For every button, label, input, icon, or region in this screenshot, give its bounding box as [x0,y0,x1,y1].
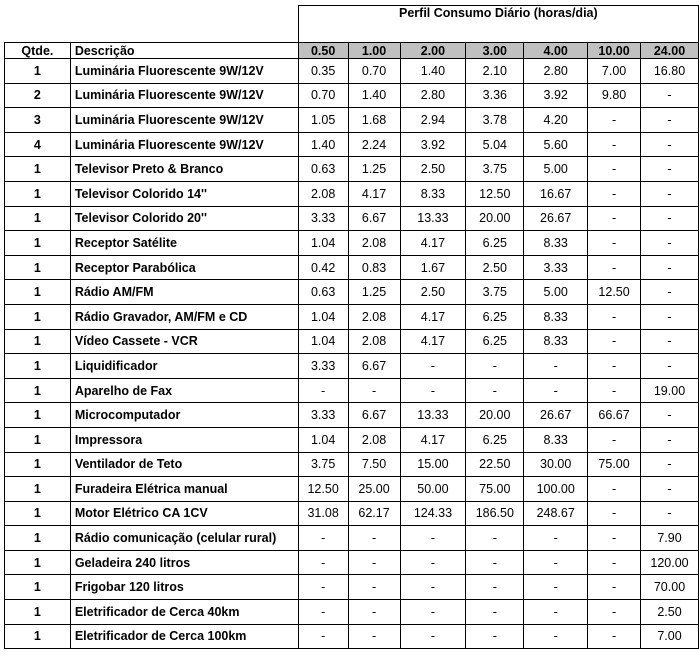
table-row [5,132,699,157]
value-cell: 2.10 [466,59,524,84]
qty-cell: 1 [5,157,71,182]
description-header: Descrição [70,43,298,59]
value-cell: 1.05 [298,108,348,133]
empty-corner [70,6,298,43]
value-cell: 7.90 [641,526,699,551]
value-cell: 3.92 [400,132,466,157]
qty-cell: 1 [5,526,71,551]
table-row [5,206,699,231]
table-row [5,477,699,502]
table-row [5,157,699,182]
hour-header: 4.00 [524,43,588,59]
value-cell: 8.33 [524,427,588,452]
value-cell: 6.67 [348,403,400,428]
value-cell: 3.33 [524,255,588,280]
table-title: Perfil Consumo Diário (horas/dia) [298,6,698,43]
table-row [5,378,699,403]
value-cell: 2.50 [400,280,466,305]
value-cell: 0.70 [298,83,348,108]
value-cell: 19.00 [641,378,699,403]
table-row [5,354,699,379]
value-cell: - [524,624,588,649]
description-cell: Eletrificador de Cerca 40km [70,600,298,625]
value-cell: 0.70 [348,59,400,84]
value-cell: 1.68 [348,108,400,133]
value-cell: - [348,600,400,625]
value-cell: 13.33 [400,206,466,231]
description-cell: Impressora [70,427,298,452]
value-cell: - [348,624,400,649]
value-cell: 2.08 [348,231,400,256]
description-cell: Luminária Fluorescente 9W/12V [70,59,298,84]
description-cell: Rádio comunicação (celular rural) [70,526,298,551]
value-cell: 2.08 [348,427,400,452]
qty-cell: 1 [5,600,71,625]
qty-cell: 1 [5,59,71,84]
value-cell: 0.63 [298,157,348,182]
hour-header: 0.50 [298,43,348,59]
value-cell: - [348,378,400,403]
value-cell: 1.04 [298,427,348,452]
value-cell: 0.42 [298,255,348,280]
table-row [5,526,699,551]
value-cell: 3.75 [466,157,524,182]
value-cell: 3.36 [466,83,524,108]
value-cell: 8.33 [524,231,588,256]
table-row [5,501,699,526]
value-cell: 6.25 [466,231,524,256]
value-cell: - [588,132,641,157]
value-cell: 120.00 [641,550,699,575]
hour-header: 1.00 [348,43,400,59]
value-cell: - [641,280,699,305]
table-row [5,600,699,625]
qty-cell: 1 [5,255,71,280]
description-cell: Ventilador de Teto [70,452,298,477]
value-cell: - [588,304,641,329]
qty-cell: 1 [5,452,71,477]
qty-cell: 1 [5,280,71,305]
value-cell: - [588,550,641,575]
table-row [5,280,699,305]
value-cell: 12.50 [588,280,641,305]
table-row [5,181,699,206]
qty-cell: 1 [5,378,71,403]
value-cell: - [348,550,400,575]
value-cell: - [641,452,699,477]
value-cell: 30.00 [524,452,588,477]
value-cell: - [298,624,348,649]
value-cell: 75.00 [588,452,641,477]
value-cell: - [588,231,641,256]
value-cell: 2.50 [400,157,466,182]
value-cell: - [298,550,348,575]
value-cell: 3.33 [298,206,348,231]
value-cell: 4.17 [400,329,466,354]
value-cell: 1.40 [298,132,348,157]
value-cell: - [641,427,699,452]
value-cell: - [524,354,588,379]
empty-corner [5,6,71,43]
value-cell: - [298,526,348,551]
value-cell: 1.25 [348,280,400,305]
value-cell: 12.50 [466,181,524,206]
value-cell: - [588,501,641,526]
description-cell: Geladeira 240 litros [70,550,298,575]
value-cell: 3.75 [298,452,348,477]
table-row [5,108,699,133]
value-cell: 3.78 [466,108,524,133]
value-cell: 186.50 [466,501,524,526]
description-cell: Luminária Fluorescente 9W/12V [70,108,298,133]
value-cell: - [400,600,466,625]
value-cell: - [588,255,641,280]
value-cell: 1.25 [348,157,400,182]
value-cell: 6.25 [466,427,524,452]
value-cell: 20.00 [466,403,524,428]
value-cell: - [641,132,699,157]
value-cell: 8.33 [400,181,466,206]
value-cell: - [588,157,641,182]
value-cell: - [588,526,641,551]
qty-cell: 1 [5,181,71,206]
value-cell: 1.67 [400,255,466,280]
value-cell: - [524,526,588,551]
value-cell: - [641,304,699,329]
value-cell: - [298,575,348,600]
value-cell: - [466,550,524,575]
value-cell: 4.17 [400,427,466,452]
table-row [5,255,699,280]
value-cell: - [641,354,699,379]
value-cell: 1.40 [400,59,466,84]
value-cell: 70.00 [641,575,699,600]
value-cell: 6.25 [466,304,524,329]
description-cell: Receptor Satélite [70,231,298,256]
qty-cell: 1 [5,206,71,231]
value-cell: - [298,600,348,625]
value-cell: - [524,550,588,575]
qty-cell: 3 [5,108,71,133]
value-cell: 1.04 [298,329,348,354]
table-row [5,329,699,354]
qty-cell: 2 [5,83,71,108]
description-cell: Frigobar 120 litros [70,575,298,600]
value-cell: 26.67 [524,206,588,231]
value-cell: 75.00 [466,477,524,502]
value-cell: - [400,526,466,551]
value-cell: 8.33 [524,304,588,329]
value-cell: - [466,378,524,403]
value-cell: 7.00 [588,59,641,84]
value-cell: 9.80 [588,83,641,108]
value-cell: 25.00 [348,477,400,502]
value-cell: 2.08 [348,329,400,354]
value-cell: 2.80 [524,59,588,84]
value-cell: - [400,354,466,379]
value-cell: - [466,575,524,600]
value-cell: 5.04 [466,132,524,157]
qty-cell: 1 [5,477,71,502]
table-row [5,403,699,428]
qty-cell: 1 [5,575,71,600]
value-cell: - [641,157,699,182]
qty-cell: 1 [5,550,71,575]
value-cell: 6.67 [348,354,400,379]
qty-cell: 1 [5,329,71,354]
value-cell: 16.80 [641,59,699,84]
value-cell: - [588,600,641,625]
value-cell: 8.33 [524,329,588,354]
value-cell: 3.33 [298,403,348,428]
value-cell: 248.67 [524,501,588,526]
table-row [5,624,699,649]
value-cell: - [400,378,466,403]
qty-cell: 1 [5,501,71,526]
value-cell: 13.33 [400,403,466,428]
description-cell: Televisor Preto & Branco [70,157,298,182]
value-cell: 22.50 [466,452,524,477]
value-cell: - [466,526,524,551]
value-cell: - [348,526,400,551]
value-cell: 7.00 [641,624,699,649]
value-cell: 15.00 [400,452,466,477]
description-cell: Aparelho de Fax [70,378,298,403]
value-cell: 31.08 [298,501,348,526]
table-row [5,83,699,108]
value-cell: 3.92 [524,83,588,108]
value-cell: 4.17 [400,231,466,256]
value-cell: 3.33 [298,354,348,379]
value-cell: 5.00 [524,280,588,305]
value-cell: 5.60 [524,132,588,157]
hour-header: 3.00 [466,43,524,59]
description-cell: Luminária Fluorescente 9W/12V [70,132,298,157]
qty-cell: 1 [5,427,71,452]
value-cell: - [298,378,348,403]
value-cell: 0.63 [298,280,348,305]
description-cell: Televisor Colorido 14'' [70,181,298,206]
value-cell: 2.50 [641,600,699,625]
value-cell: - [588,477,641,502]
value-cell: 3.75 [466,280,524,305]
description-cell: Liquidificador [70,354,298,379]
value-cell: 100.00 [524,477,588,502]
value-cell: 6.25 [466,329,524,354]
value-cell: 2.24 [348,132,400,157]
value-cell: 4.20 [524,108,588,133]
qty-cell: 1 [5,304,71,329]
value-cell: - [641,231,699,256]
description-cell: Motor Elétrico CA 1CV [70,501,298,526]
header-row [5,43,699,59]
value-cell: - [588,354,641,379]
table-row [5,452,699,477]
value-cell: 12.50 [298,477,348,502]
description-cell: Rádio AM/FM [70,280,298,305]
value-cell: 2.94 [400,108,466,133]
value-cell: 1.04 [298,231,348,256]
value-cell: 1.40 [348,83,400,108]
value-cell: 2.80 [400,83,466,108]
description-cell: Rádio Gravador, AM/FM e CD [70,304,298,329]
description-cell: Furadeira Elétrica manual [70,477,298,502]
description-cell: Microcomputador [70,403,298,428]
value-cell: 4.17 [348,181,400,206]
value-cell: - [400,550,466,575]
value-cell: - [524,378,588,403]
table-row [5,550,699,575]
qty-header: Qtde. [5,43,71,59]
value-cell: - [524,575,588,600]
value-cell: 50.00 [400,477,466,502]
value-cell: 26.67 [524,403,588,428]
qty-cell: 1 [5,403,71,428]
value-cell: 66.67 [588,403,641,428]
value-cell: 6.67 [348,206,400,231]
table-row [5,59,699,84]
value-cell: 4.17 [400,304,466,329]
value-cell: - [588,427,641,452]
value-cell: 7.50 [348,452,400,477]
description-cell: Luminária Fluorescente 9W/12V [70,83,298,108]
value-cell: 62.17 [348,501,400,526]
description-cell: Televisor Colorido 20'' [70,206,298,231]
value-cell: 1.04 [298,304,348,329]
value-cell: - [641,108,699,133]
value-cell: - [400,624,466,649]
qty-cell: 1 [5,624,71,649]
value-cell: - [588,378,641,403]
value-cell: - [524,600,588,625]
value-cell: 2.50 [466,255,524,280]
value-cell: - [466,600,524,625]
hour-header: 24.00 [641,43,699,59]
value-cell: 20.00 [466,206,524,231]
value-cell: 2.08 [348,304,400,329]
value-cell: - [588,329,641,354]
consumption-table [4,5,699,649]
description-cell: Eletrificador de Cerca 100km [70,624,298,649]
value-cell: - [641,477,699,502]
value-cell: - [588,181,641,206]
value-cell: - [588,206,641,231]
value-cell: - [641,329,699,354]
qty-cell: 1 [5,354,71,379]
value-cell: - [348,575,400,600]
qty-cell: 4 [5,132,71,157]
value-cell: 0.83 [348,255,400,280]
hour-header: 10.00 [588,43,641,59]
value-cell: - [588,575,641,600]
qty-cell: 1 [5,231,71,256]
description-cell: Vídeo Cassete - VCR [70,329,298,354]
value-cell: - [641,83,699,108]
value-cell: - [641,255,699,280]
value-cell: 2.08 [298,181,348,206]
value-cell: 16.67 [524,181,588,206]
table-row [5,575,699,600]
value-cell: - [641,181,699,206]
value-cell: - [641,501,699,526]
value-cell: - [466,354,524,379]
value-cell: - [588,108,641,133]
value-cell: 5.00 [524,157,588,182]
description-cell: Receptor Parabólica [70,255,298,280]
value-cell: 124.33 [400,501,466,526]
hour-header: 2.00 [400,43,466,59]
table-row [5,304,699,329]
value-cell: - [400,575,466,600]
value-cell: 0.35 [298,59,348,84]
value-cell: - [466,624,524,649]
value-cell: - [641,206,699,231]
value-cell: - [588,624,641,649]
table-row [5,231,699,256]
value-cell: - [641,403,699,428]
table-row [5,427,699,452]
